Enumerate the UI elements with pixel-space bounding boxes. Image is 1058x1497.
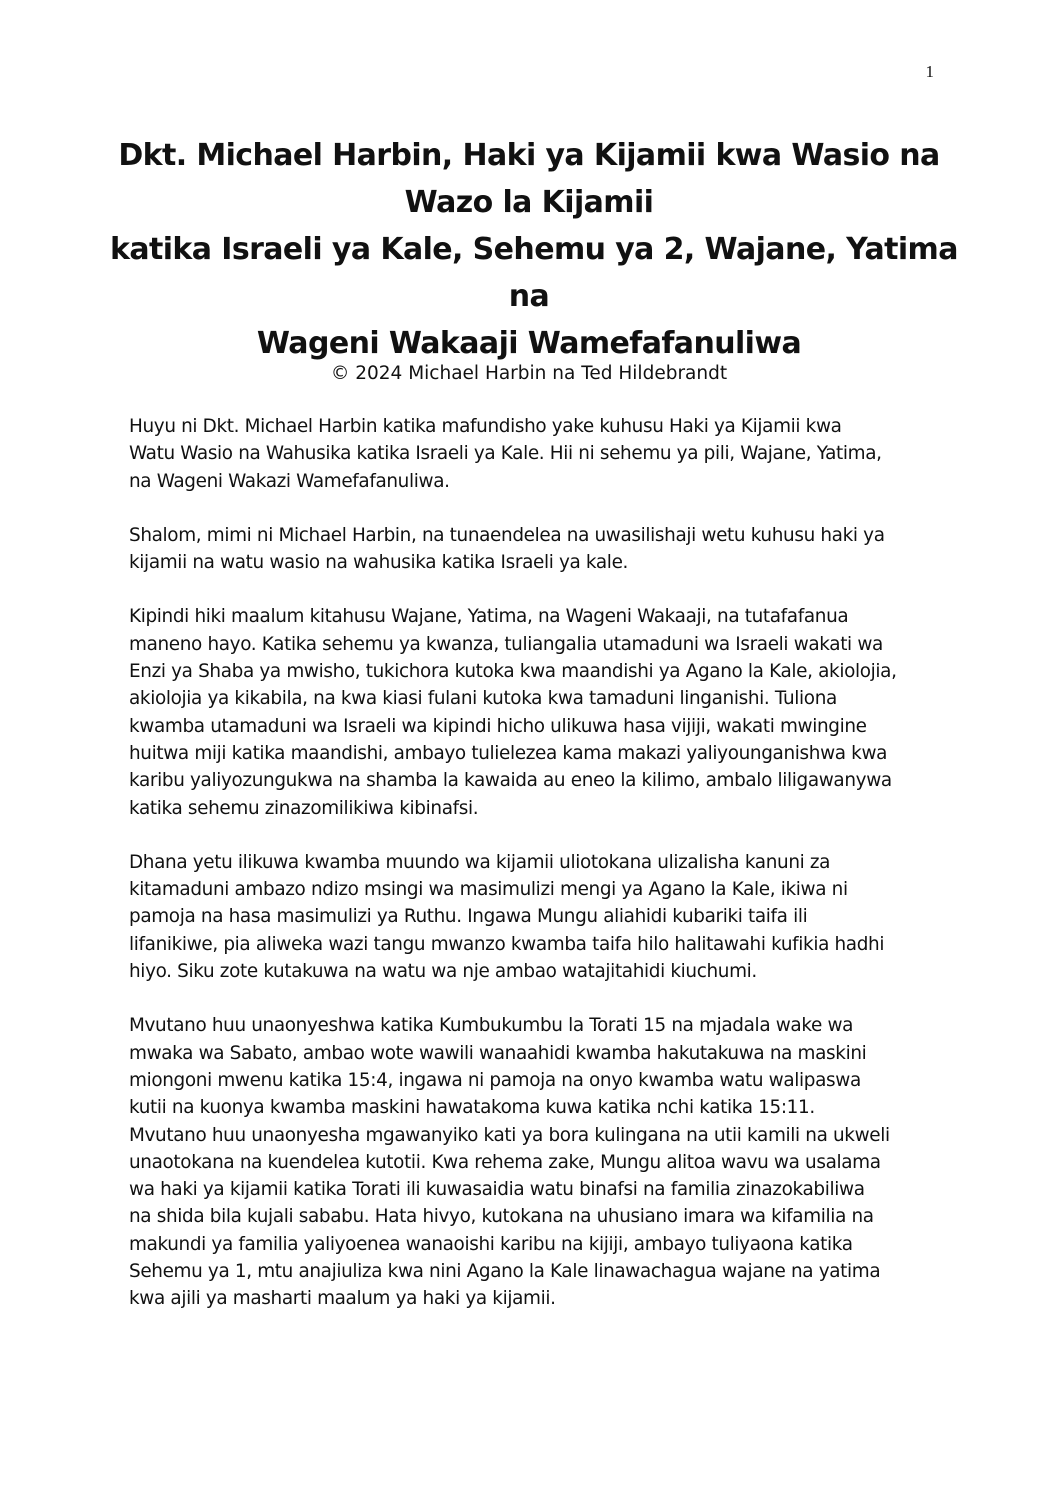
title-line: Wazo la Kijamii xyxy=(404,185,654,220)
document-title xyxy=(110,132,958,367)
text-line: unaotokana na kuendelea kutotii. Kwa rehema zake, Mungu alitoa wavu wa usalama xyxy=(129,1151,881,1173)
text-line: kwamba utamaduni wa Israeli wa kipindi hicho ulikuwa hasa vijiji, wakati mwingine xyxy=(129,715,867,737)
text-line: Shalom, mimi ni Michael Harbin, na tunaendelea na uwasilishaji wetu kuhusu haki ya xyxy=(129,524,885,546)
text-line: kutii na kuonya kwamba maskini hawatakoma kuwa katika nchi katika 15:11. xyxy=(129,1097,815,1119)
paragraph xyxy=(129,522,949,577)
title-line: katika Israeli ya Kale, Sehemu ya 2, Wajane, Yatima xyxy=(110,232,958,267)
text-line: wa haki ya kijamii katika Torati ili kuwasaidia watu binafsi na familia zinazokabiliwa xyxy=(129,1179,865,1201)
text-line: katika sehemu zinazomilikiwa kibinafsi. xyxy=(129,797,479,819)
paragraph xyxy=(129,603,949,821)
text-line: na shida bila kujali sababu. Hata hivyo, kutokana na uhusiano imara wa kifamilia na xyxy=(129,1206,874,1228)
paragraph xyxy=(129,849,949,985)
body-text xyxy=(129,413,949,1340)
paragraph xyxy=(129,413,949,495)
text-line: Enzi ya Shaba ya mwisho, tukichora kutoka kwa maandishi ya Agano la Kale, akiolojia, xyxy=(129,661,897,683)
text-line: na Wageni Wakazi Wamefafanuliwa. xyxy=(129,470,450,492)
text-line: mwaka wa Sabato, ambao wote wawili wanaahidi kwamba hakutakuwa na maskini xyxy=(129,1042,867,1064)
text-line: Dhana yetu ilikuwa kwamba muundo wa kijamii uliotokana ulizalisha kanuni za xyxy=(129,851,831,873)
text-line: kijamii na watu wasio na wahusika katika Israeli ya kale. xyxy=(129,552,629,574)
text-line: Watu Wasio na Wahusika katika Israeli ya Kale. Hii ni sehemu ya pili, Wajane, Yatima, xyxy=(129,443,882,465)
text-line: maneno hayo. Katika sehemu ya kwanza, tuliangalia utamaduni wa Israeli wakati wa xyxy=(129,633,883,655)
text-line: karibu yaliyozungukwa na shamba la kawaida au eneo la kilimo, ambalo liligawanywa xyxy=(129,770,892,792)
text-line: Huyu ni Dkt. Michael Harbin katika mafundisho yake kuhusu Haki ya Kijamii kwa xyxy=(129,416,842,437)
title-line: na xyxy=(508,279,550,314)
text-line: huitwa miji katika maandishi, ambayo tulielezea kama makazi yaliyounganishwa kwa xyxy=(129,742,888,764)
text-line: kitamaduni ambazo ndizo msingi wa masimulizi mengi ya Agano la Kale, ikiwa ni xyxy=(129,879,848,901)
text-line: miongoni mwenu katika 15:4, ingawa ni pamoja na onyo kwamba watu walipaswa xyxy=(129,1069,861,1091)
paragraph xyxy=(129,1012,949,1312)
page-number: 1 xyxy=(925,62,934,81)
title-line: Dkt. Michael Harbin, Haki ya Kijamii kwa Wasio na xyxy=(118,138,940,173)
text-line: Kipindi hiki maalum kitahusu Wajane, Yatima, na Wageni Wakaaji, na tutafafanua xyxy=(129,606,849,628)
text-line: kwa ajili ya masharti maalum ya haki ya kijamii. xyxy=(129,1288,556,1310)
copyright-line: © 2024 Michael Harbin na Ted Hildebrandt xyxy=(330,363,728,384)
text-line: makundi ya familia yaliyoenea wanaoishi karibu na kijiji, ambayo tuliyaona katika xyxy=(129,1233,853,1255)
text-line: pamoja na hasa masimulizi ya Ruthu. Ingawa Mungu aliahidi kubariki taifa ili xyxy=(129,906,808,928)
text-line: Mvutano huu unaonyesha mgawanyiko kati ya bora kulingana na utii kamili na ukweli xyxy=(129,1124,890,1146)
title-line: Wageni Wakaaji Wamefafanuliwa xyxy=(256,326,802,361)
text-line: akiolojia ya kikabila, na kwa kiasi fulani kutoka kwa tamaduni linganishi. Tuliona xyxy=(129,688,837,710)
text-line: Mvutano huu unaonyeshwa katika Kumbukumbu la Torati 15 na mjadala wake wa xyxy=(129,1015,854,1037)
text-line: hiyo. Siku zote kutakuwa na watu wa nje ambao watajitahidi kiuchumi. xyxy=(129,961,757,983)
text-line: lifanikiwe, pia aliweka wazi tangu mwanzo kwamba taifa hilo halitawahi kufikia hadhi xyxy=(129,933,885,955)
text-line: Sehemu ya 1, mtu anajiuliza kwa nini Agano la Kale linawachagua wajane na yatima xyxy=(129,1261,881,1283)
